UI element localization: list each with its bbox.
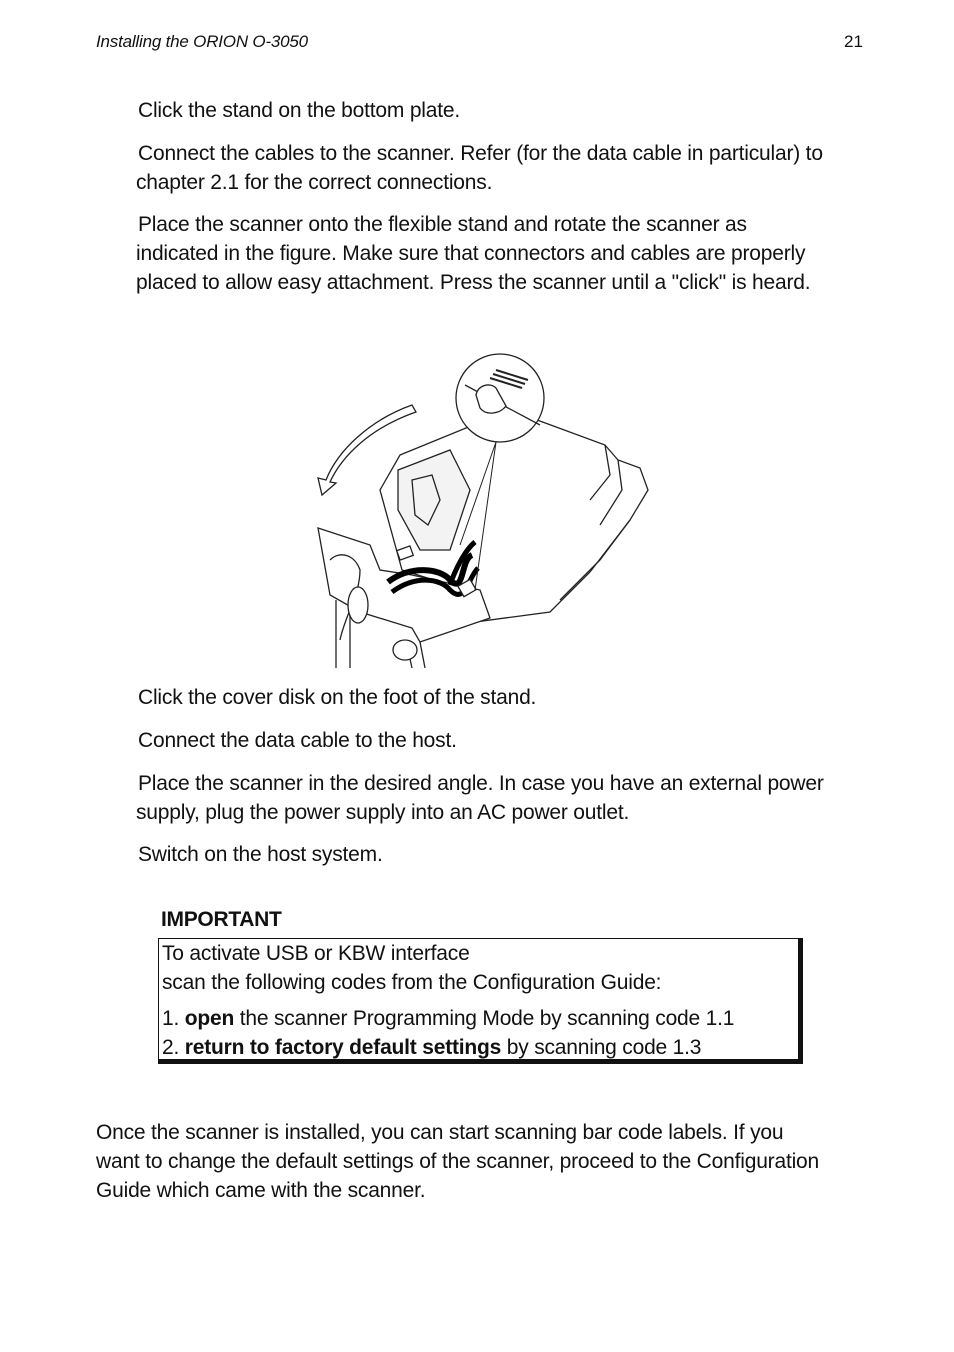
step-line: supply, plug the power supply into an AC power outlet. [136, 801, 630, 824]
step-switch-on [136, 840, 876, 869]
step-line: placed to allow easy attachment. Press the scanner until a "click" is heard. [136, 271, 811, 294]
step-place-scanner [136, 210, 876, 297]
closing-line: Guide which came with the scanner. [96, 1179, 426, 1202]
important-label: IMPORTANT [161, 908, 282, 931]
step-click-stand [136, 96, 876, 125]
step-line: Connect the cables to the scanner. Refer (for the data cable in particular) to [138, 142, 823, 165]
header-title: Installing the ORION O-3050 [96, 32, 308, 51]
step-desired-angle [136, 769, 876, 827]
item-number: 1. [162, 1007, 185, 1030]
step-line: Switch on the host system. [138, 843, 383, 866]
step-cover-disk [136, 683, 876, 712]
scanner-mounting-illustration-icon [300, 350, 660, 670]
important-box [158, 938, 803, 1064]
important-intro-2: scan the following codes from the Configuration Guide: [162, 971, 662, 994]
item-text: the scanner Programming Mode by scanning code 1.1 [234, 1007, 735, 1030]
closing-line: Once the scanner is installed, you can start scanning bar code labels. If you [96, 1121, 784, 1144]
step-line: indicated in the figure. Make sure that connectors and cables are properly [136, 242, 806, 265]
closing-line: want to change the default settings of the scanner, proceed to the Configuration [96, 1150, 819, 1173]
closing-paragraph [96, 1118, 876, 1205]
page-number: 21 [844, 32, 863, 51]
step-line: Place the scanner onto the flexible stand and rotate the scanner as [138, 213, 747, 236]
important-intro-1: To activate USB or KBW interface [162, 942, 470, 965]
step-line: Click the stand on the bottom plate. [138, 99, 460, 122]
step-line: chapter 2.1 for the correct connections. [136, 171, 493, 194]
step-line: Click the cover disk on the foot of the stand. [138, 686, 537, 709]
item-keyword: return to factory default settings [184, 1036, 502, 1059]
step-line: Connect the data cable to the host. [138, 729, 457, 752]
important-item-2 [162, 1034, 701, 1062]
item-text: by scanning code 1.3 [501, 1036, 702, 1059]
step-line: Place the scanner in the desired angle. In case you have an external power [138, 772, 824, 795]
item-keyword: open [184, 1007, 235, 1030]
important-item-1 [162, 1005, 734, 1033]
item-number: 2. [162, 1036, 185, 1059]
step-connect-host [136, 726, 876, 755]
step-connect-cables [136, 139, 876, 197]
